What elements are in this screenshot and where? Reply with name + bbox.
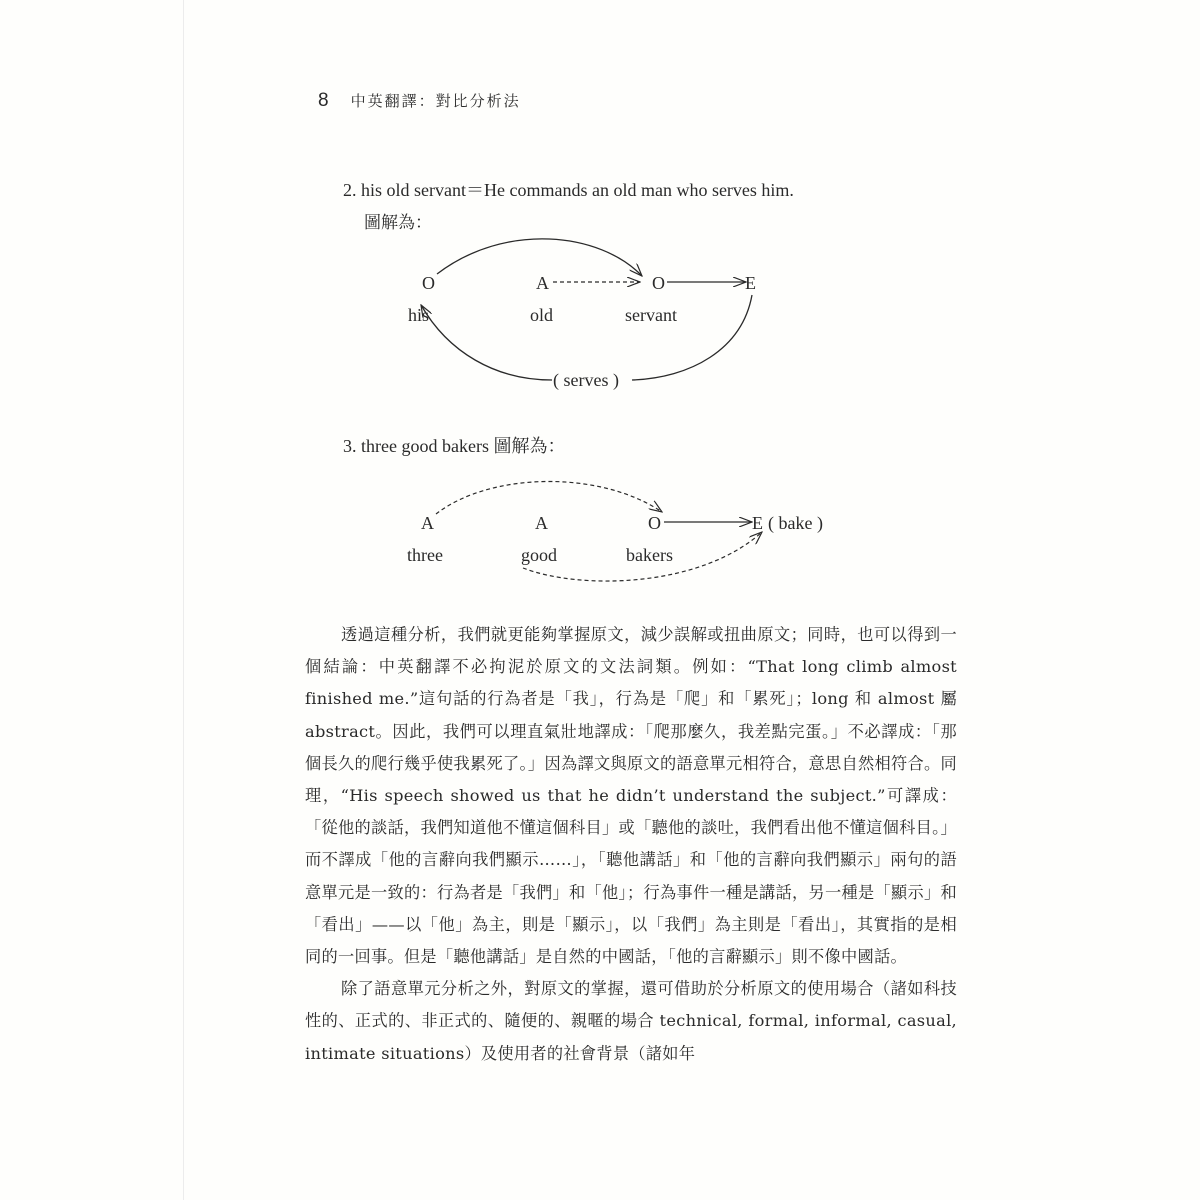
example-2-diagram [0,240,1200,400]
paragraph-1: 透過這種分析，我們就更能夠掌握原文，減少誤解或扭曲原文；同時，也可以得到一個結論：中英翻譯不必拘泥於原文的文法詞類。例如：“That long climb almost finished me.”這句話的行為者是「我」，行為是「爬」和「累死」；long 和 almost 屬 abstract。因此，我們可以理直氣壯地譯成：「爬那麼久，我差點完蛋。」不必譯成：「那個長久的爬行幾乎使我累死了。」因為譯文與原文的語意單元相符合，意思自然相符合。同理，“His speech showed us that he didn’t understand the subject.”可譯成：「從他的談話，我們知道他不懂這個科目」或「聽他的談吐，我們看出他不懂這個科目。」而不譯成「他的言辭向我們顯示……」，「聽他講話」和「他的言辭向我們顯示」兩句的語意單元是一致的：行為者是「我們」和「他」；行為事件一種是講話，另一種是「顯示」和「看出」——以「他」為主，則是「顯示」，以「我們」為主則是「看出」，其實指的是相同的一回事。但是「聽他講話」是自然的中國話，「他的言辭顯示」則不像中國話。 [305,625,957,967]
body-text [305,619,957,1070]
word-his: his [408,305,430,325]
example-3-sentence: 3. three good bakers 圖解為： [343,436,566,456]
node-a-old: A [536,273,549,293]
node-o-his: O [422,273,435,293]
example-3-diagram [0,470,1200,600]
word-bakers: bakers [626,545,673,565]
node-o-servant: O [652,273,665,293]
word-good: good [521,545,557,565]
relation-serves: ( serves ) [553,370,619,390]
node-o-bakers: O [648,513,661,533]
node-a-three: A [421,513,434,533]
paragraph-2: 除了語意單元分析之外，對原文的掌握，還可借助於分析原文的使用場合（諸如科技性的、正式的、非正式的、隨便的、親暱的場合 technical, formal, informal, casual, intimate situations）及使用者的社會背景（諸如年 [305,979,957,1063]
example-2-caption: 圖解為： [364,213,432,233]
word-old: old [530,305,554,325]
running-header [318,90,521,112]
page-edge [183,0,184,1200]
node-a-good: A [535,513,548,533]
node-e-bake: E [752,513,763,533]
example-2-sentence: 2. his old servant＝He commands an old man who serves him. [343,180,794,200]
word-servant: servant [625,305,677,325]
book-title: 中英翻譯：對比分析法 [350,92,521,110]
relation-bake: ( bake ) [768,513,823,533]
arc-his-to-servant [437,239,642,276]
dashed-arc-three-to-bakers [436,481,662,514]
node-e: E [745,273,756,293]
word-three: three [407,545,443,565]
page-number: 8 [318,90,329,111]
